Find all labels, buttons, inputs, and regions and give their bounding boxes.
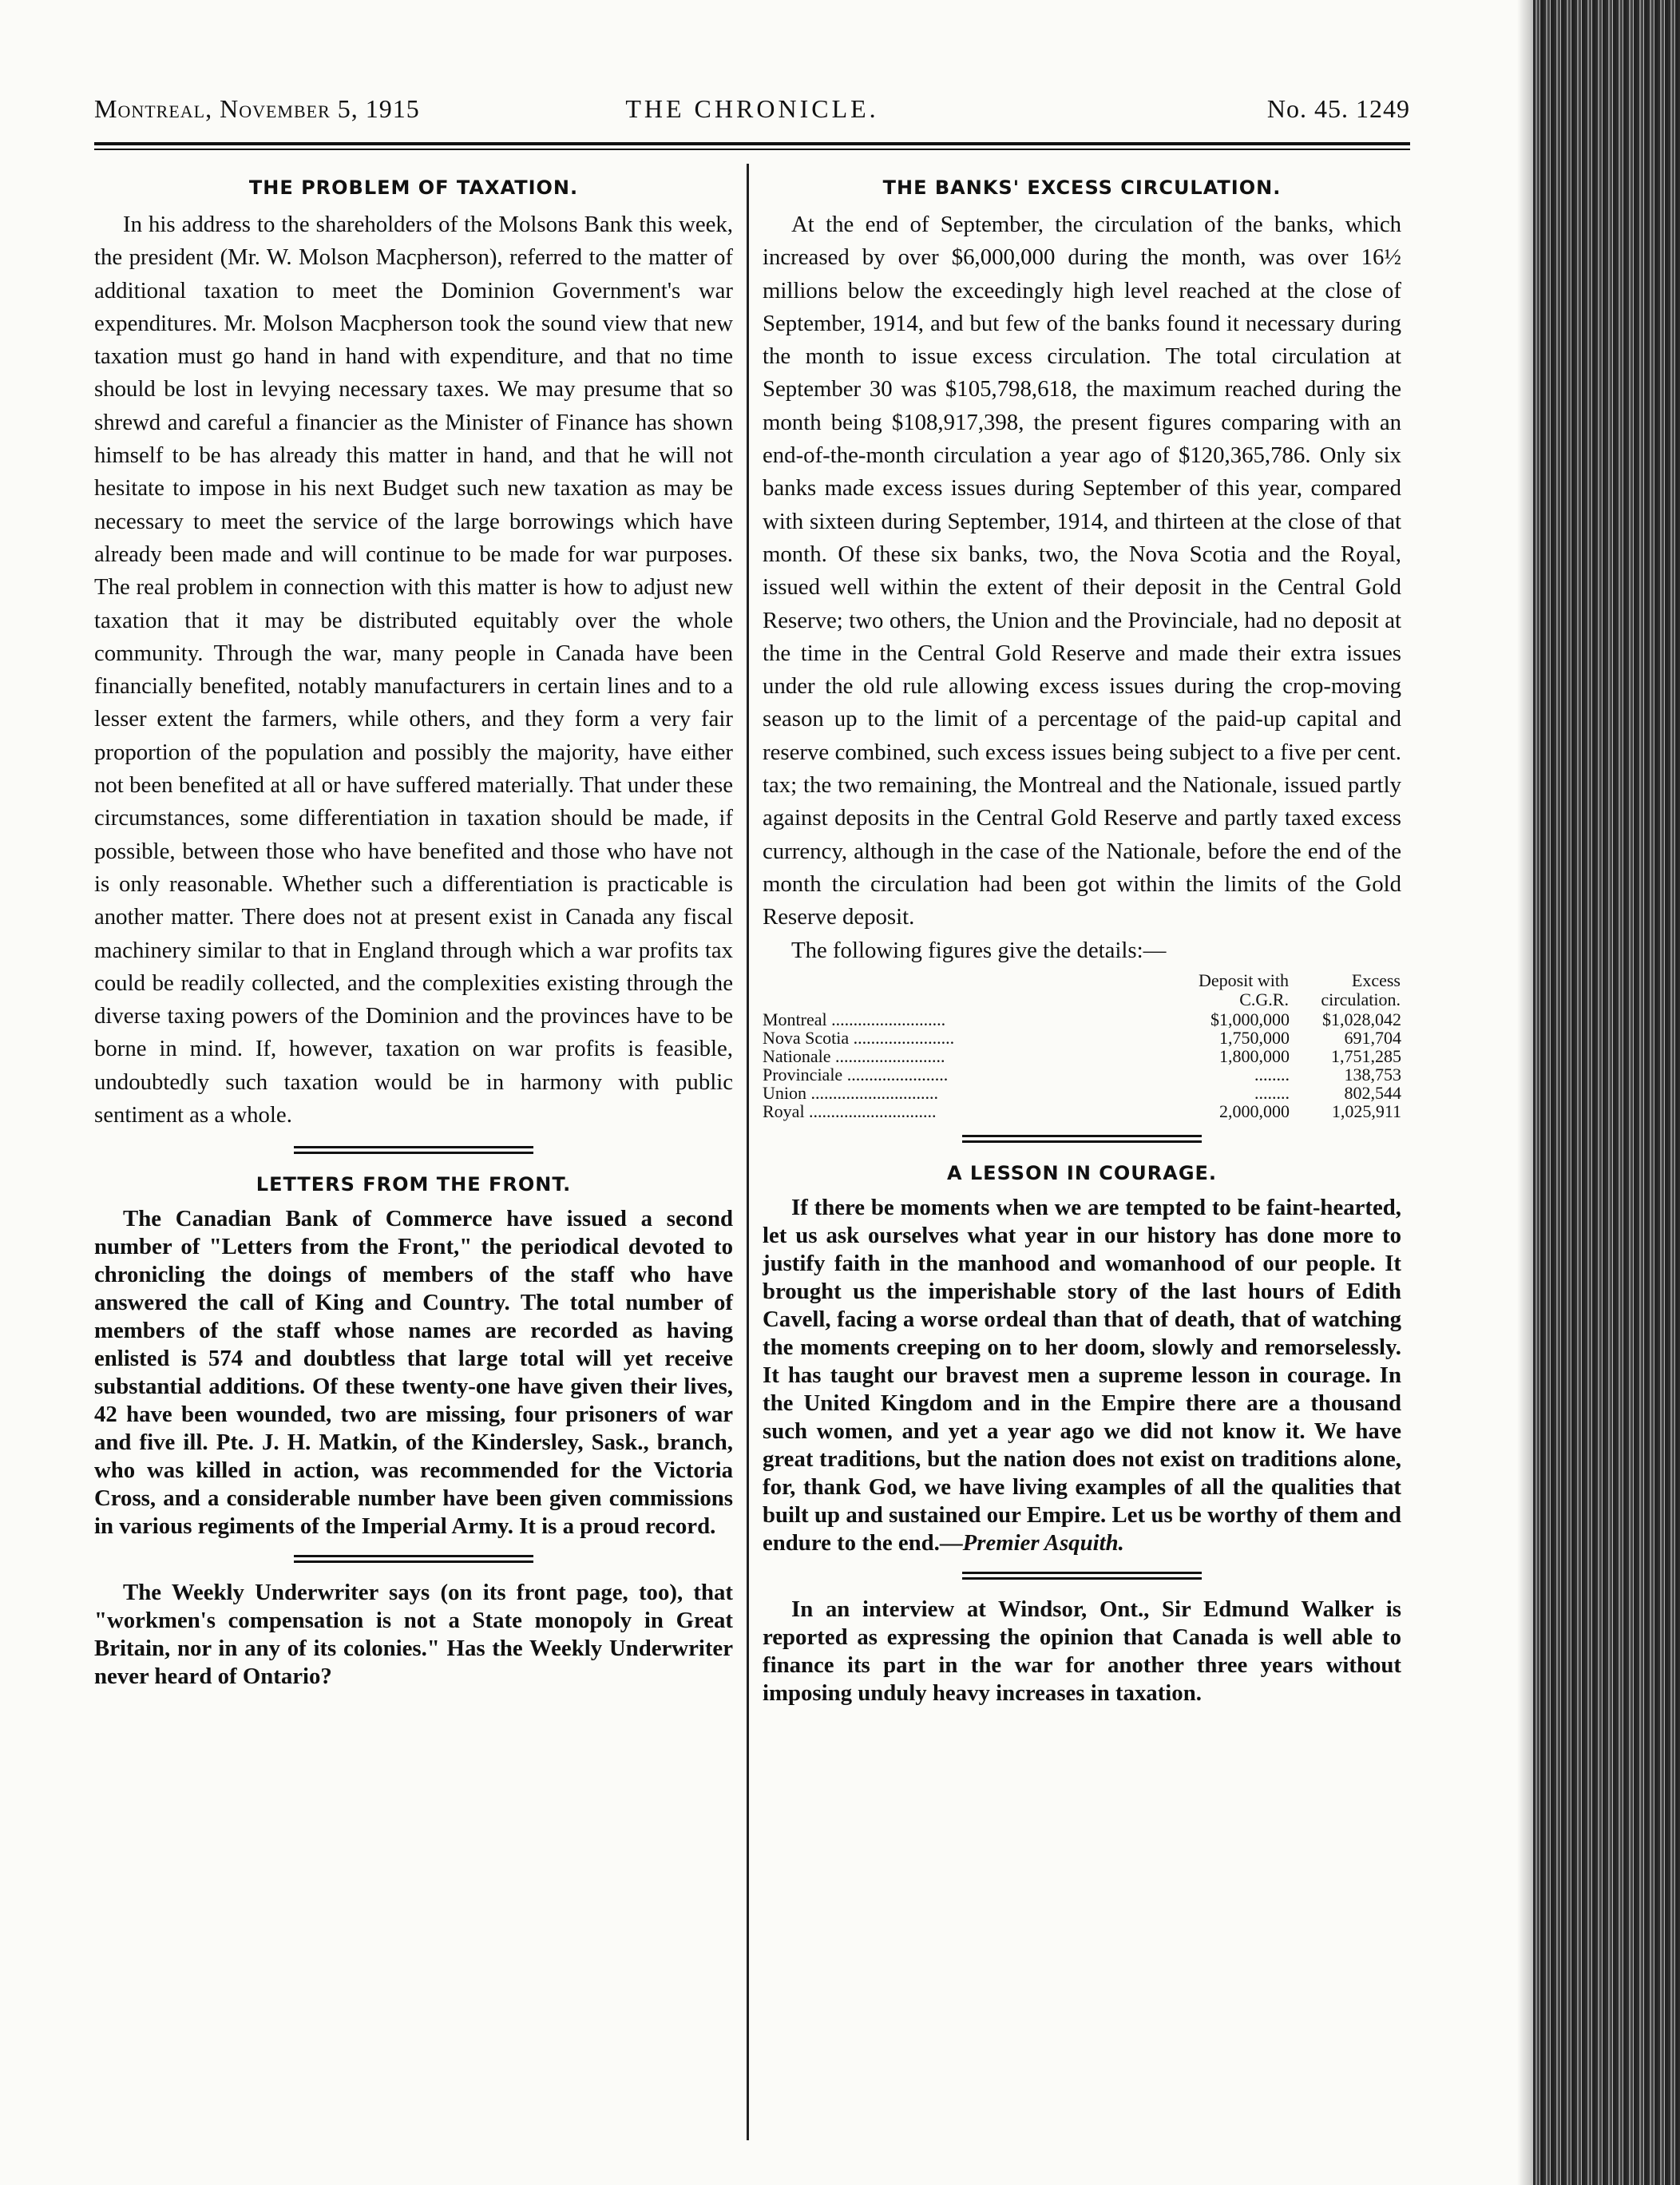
excess-value: 802,544 — [1344, 1082, 1401, 1103]
courage-body: If there be moments when we are tempted to be faint-hearted, let us ask ourselves what year in our history has done more to justify faith in the manhood and womanhood of our people. It brought us the imperishable story of the last hours of Edith Cavell, facing a worse ordeal than that of death, that of watching the moments creeping on to her doom, slowly and remorselessly. It has taught our bravest men a supreme lesson in courage. In the United Kingdom and in the Empire there are a thousand such women, and yet a year ago we did not know it. We have great traditions, but the nation does not exist on traditions alone, for, thank God, we have living examples of all the qualities that built up and sustained our Empire. Let us be worthy of them and endure to the end.— — [763, 1194, 1401, 1556]
courage-article — [763, 1194, 1401, 1557]
table-row — [763, 1010, 1401, 1029]
underwriter-article: The Weekly Underwriter says (on its front page, too), that "workmen's compensation is not a State monopoly in Great Britain, nor in any of its colonies." Has the Weekly Underwriter never heard of Ontario? — [94, 1580, 733, 1690]
courage-heading: A LESSON IN COURAGE. — [946, 1161, 1218, 1184]
column-divider — [747, 164, 749, 2140]
courage-signature: Premier Asquith. — [962, 1529, 1124, 1556]
header-dateline: Montreal, November 5, 1915 — [94, 94, 420, 123]
left-column — [94, 164, 733, 1691]
bank-name: Union ............................. — [763, 1082, 938, 1103]
circulation-heading: THE BANKS' EXCESS CIRCULATION. — [882, 176, 1282, 199]
book-edge — [1533, 0, 1680, 2185]
bank-name: Provinciale ....................... — [763, 1064, 949, 1085]
deposit-value: 1,800,000 — [1219, 1045, 1290, 1066]
table-row — [763, 1084, 1401, 1102]
header-rule — [94, 142, 1410, 150]
table-row — [763, 1102, 1401, 1120]
taxation-article: In his address to the shareholders of the Molsons Bank this week, the president (Mr. W. Molson Macpherson), referred to the matter of additional taxation to meet the Dominion Government's war expenditures. Mr. Molson Macpherson took the sound view that new taxation must go hand in hand with expenditure, and that no time should be lost in levying necessary taxes. We may presume that so shrewd and careful a financier as the Minister of Finance has shown himself to be has already this matter in hand, and that he will not hesitate to impose in his next Budget such new taxation as may be necessary to meet the service of the large borrowings which have already been made and will continue to be made for war purposes. The real problem in connection with this matter is how to adjust new taxation that it may be distributed equitably over the whole community. Through the war, many people in Canada have been financially benefited, notably manufacturers in certain lines and to a lesser extent the farmers, while others, and they form a very fair proportion of the population and possibly the majority, have either not been benefited at all or have suffered materially. That under these circumstances, some differentiation in taxation should be made, if possible, between those who have benefited and those who have not is only reasonable. Whether such a differentiation is practicable is another matter. There does not at present exist in Canada any fiscal machinery similar to that in England through which a war profits tax could be readily collected, and the complexities existing through the diverse taxing powers of the Dominion and the provinces have to be borne in mind. If, however, taxation on war profits is feasible, undoubtedly such taxation would be in harmony with public sentiment as a whole. — [94, 212, 733, 1128]
windsor-article: In an interview at Windsor, Ont., Sir Edmund Walker is reported as expressing the opinion that Canada is well able to finance its part in the war for another three years without imposing unduly heavy increases in taxation. — [763, 1596, 1401, 1706]
deposit-value: ........ — [1254, 1064, 1290, 1085]
table-row — [763, 1065, 1401, 1084]
bank-name: Nationale ......................... — [763, 1045, 945, 1066]
section-separator — [294, 1555, 533, 1563]
deposit-value: 2,000,000 — [1219, 1100, 1290, 1121]
column-header-deposit: Deposit with C.G.R. — [1198, 970, 1289, 1009]
circulation-article: At the end of September, the circulation of the banks, which increased by over $6,000,000 during the month, was over 16½ millions below the exceedingly high level reached at the close of September, 1914, and but few of the banks found it necessary during the month to issue excess circulation. The total circulation at September 30 was $105,798,618, the maximum reached during the month being $108,917,398, the present figures comparing with an end-of-the-month circulation a year ago of $120,365,786. Only six banks made excess issues during September of this year, compared with sixteen during September, 1914, and thirteen at the close of that month. Of these six banks, two, the Nova Scotia and the Royal, issued well within the extent of their deposit in the Central Gold Reserve; two others, the Union and the Provinciale, had no deposit at the time in the Central Gold Reserve and made their extra issues under the old rule allowing excess issues during the crop-moving season up to the limit of a percentage of the paid-up capital and reserve combined, such excess issues being subject to a five per cent. tax; the two remaining, the Montreal and the Nationale, issued partly against deposits in the Central Gold Reserve and partly taxed excess currency, although in the case of the Nationale, before the end of the month the circulation had been got within the limits of the Gold Reserve deposit. — [763, 212, 1401, 930]
section-separator — [962, 1135, 1202, 1143]
excess-value: 691,704 — [1344, 1027, 1401, 1048]
letters-article: The Canadian Bank of Commerce have issued a second number of "Letters from the Front," the periodical devoted to chronicling the doings of members of the staff who have answered the call of King and Country. The total number of members of the staff whose names are recorded as having enlisted is 574 and doubtless that large total will yet receive substantial additions. Of these twenty-one have given their lives, 42 have been wounded, two are missing, four prisoners of war and five ill. Pte. J. H. Matkin, of the Kindersley, Sask., branch, who was killed in action, was recommended for the Victoria Cross, and a considerable number have been given commissions in various regiments of the Imperial Army. It is a proud record. — [94, 1206, 733, 1540]
column-header-excess: Excess circulation. — [1321, 970, 1401, 1009]
section-separator — [294, 1146, 533, 1154]
table-row — [763, 1029, 1401, 1047]
header-issue-page: No. 45. 1249 — [1266, 94, 1410, 123]
bank-name: Montreal .......................... — [763, 1009, 946, 1029]
taxation-heading: THE PROBLEM OF TAXATION. — [248, 176, 579, 199]
page-header — [94, 94, 1410, 134]
deposit-value: 1,750,000 — [1219, 1027, 1290, 1048]
excess-value: 1,025,911 — [1331, 1100, 1401, 1121]
header-masthead: THE CHRONICLE. — [625, 94, 879, 123]
bank-name: Royal ............................. — [763, 1100, 937, 1121]
section-separator — [962, 1572, 1202, 1580]
letters-heading: LETTERS FROM THE FRONT. — [256, 1173, 572, 1196]
excess-value: 1,751,285 — [1331, 1045, 1401, 1066]
table-row — [763, 1047, 1401, 1065]
excess-value: 138,753 — [1344, 1064, 1401, 1085]
right-column — [763, 164, 1401, 1707]
bank-name: Nova Scotia ....................... — [763, 1027, 955, 1048]
excess-value: $1,028,042 — [1322, 1009, 1401, 1029]
excess-circulation-table — [763, 970, 1401, 1120]
circulation-intro: The following figures give the details:— — [791, 937, 1167, 963]
deposit-value: ........ — [1254, 1082, 1290, 1103]
deposit-value: $1,000,000 — [1210, 1009, 1290, 1029]
